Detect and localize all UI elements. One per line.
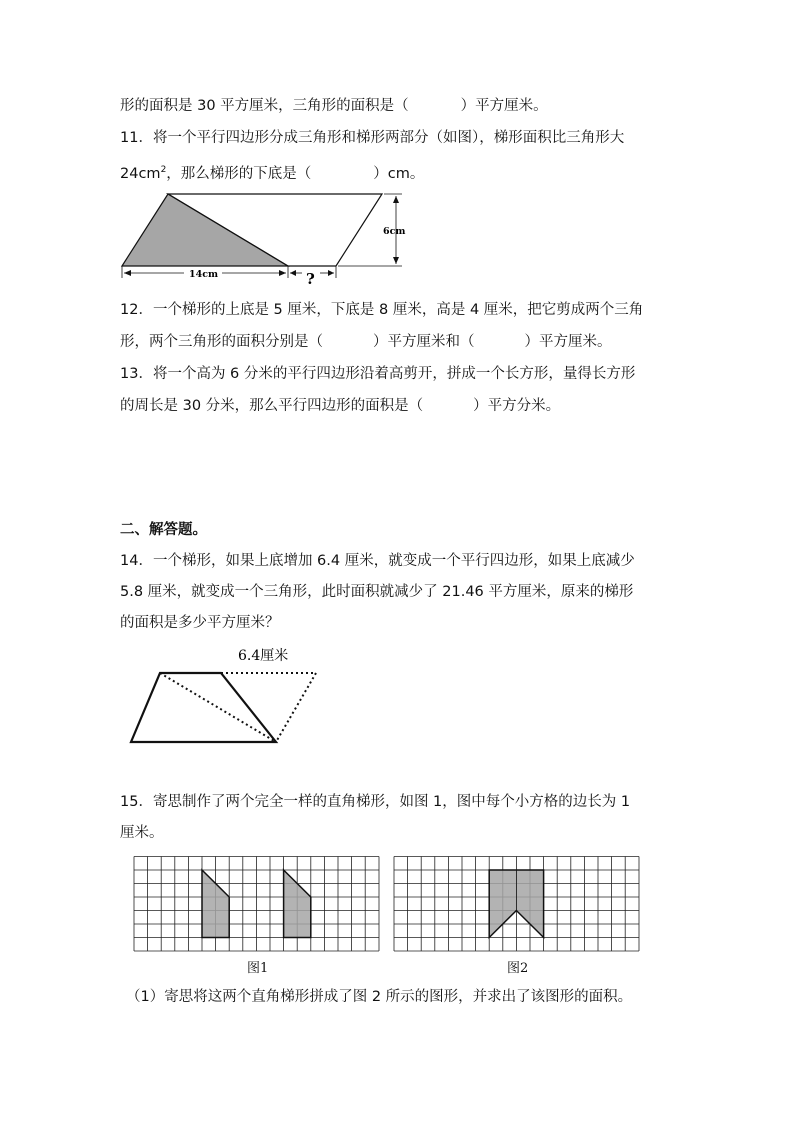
q12-line1: 12．一个梯形的上底是 5 厘米，下底是 8 厘米，高是 4 厘米，把它剪成两个三角 [120,302,644,318]
unknown-label: ? [306,270,315,288]
q12-text-c: ）平方厘米。 [524,334,612,350]
q14-line1: 14．一个梯形，如果上底增加 6.4 厘米，就变成一个平行四边形，如果上底减少 [120,553,635,569]
q11-text-c: ）cm。 [373,165,425,182]
q15-sub1: （1）寄思将这两个直角梯形拼成了图 2 所示的图形，并求出了该图形的面积。 [126,989,633,1005]
q14-line2: 5.8 厘米，就变成一个三角形，此时面积就减少了 21.46 平方厘米，原来的梯形 [120,584,634,600]
q12-text-b: ）平方厘米和（ [373,334,475,350]
q15-line1: 15．寄思制作了两个完全一样的直角梯形，如图 1，图中每个小方格的边长为 1 [120,794,631,810]
base-label: 14cm [189,269,219,280]
fig1-grid-lines [134,857,379,952]
q11-text-a: 24cm [120,165,161,182]
q15-line2: 厘米。 [120,825,164,841]
figure2-caption: 图2 [507,961,529,976]
figure1-caption: 图1 [247,961,269,976]
q14-line3: 的面积是多少平方厘米？ [120,615,280,631]
q11-text-b: ，那么梯形的下底是（ [166,165,312,182]
q11-sup: 2 [160,165,167,175]
q13-text-a: 的周长是 30 分米，那么平行四边形的面积是（ [120,398,424,414]
q13-line1: 13．将一个高为 6 分米的平行四边形沿着高剪开，拼成一个长方形，量得长方形 [120,366,636,382]
q13-text-b: ）平方分米。 [473,398,561,414]
section-title: 二、解答题。 [120,522,207,538]
q10-text-a: 形的面积是 30 平方厘米，三角形的面积是（ [120,98,409,114]
extension-label: 6.4厘米 [238,648,289,664]
q11-line1: 11．将一个平行四边形分成三角形和梯形两部分（如图），梯形面积比三角形大 [120,130,625,146]
q10-text-b: ）平方厘米。 [460,98,548,114]
height-label: 6cm [383,226,406,237]
q12-text-a: 形，两个三角形的面积分别是（ [120,334,323,350]
